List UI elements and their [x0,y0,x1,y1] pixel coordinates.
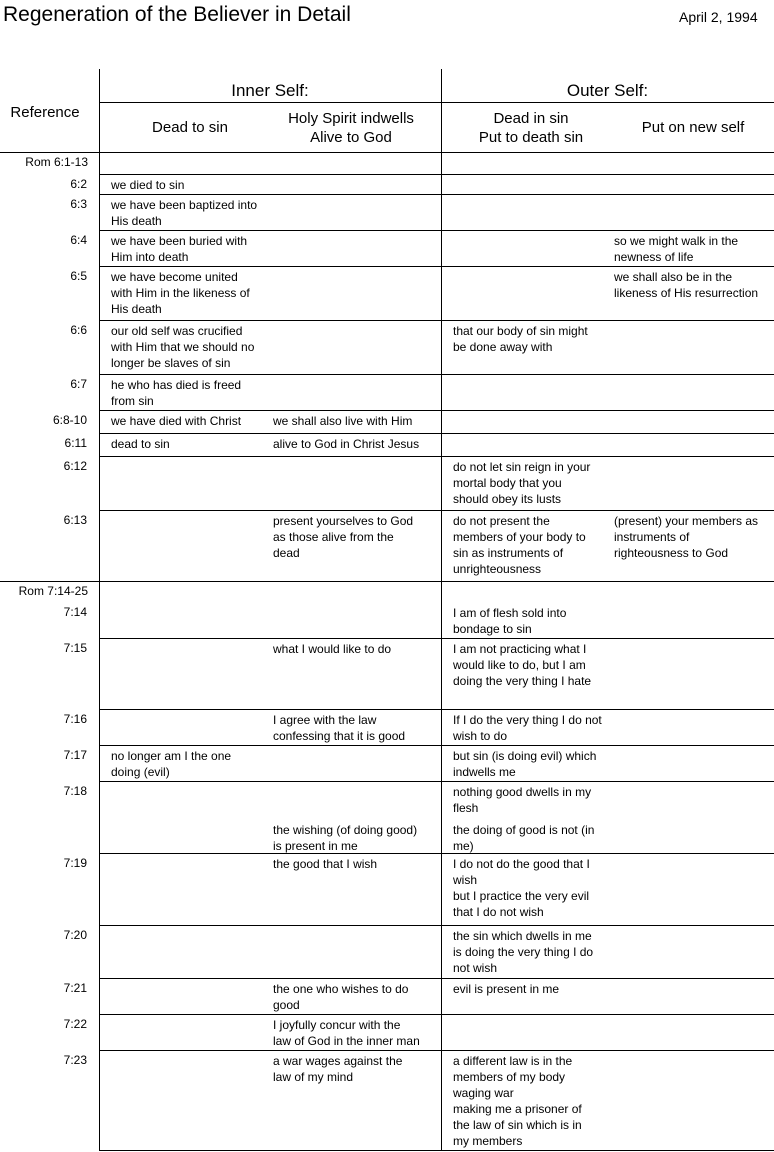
cell-death: the doing of good is not (in me) [453,823,595,853]
verse-reference: 6:2 [70,177,87,191]
put-on-new-self-header: Put on new self [641,119,745,136]
section-rule [0,581,774,582]
verse-reference: 6:13 [63,513,87,527]
reference-column-rule [99,69,100,1151]
cell-newself: (present) your members as instruments of righteousness to God [614,514,759,560]
cell-death: evil is present in me [453,982,560,996]
cell-death: do not let sin reign in your mortal body that you should obey its lusts [453,460,591,506]
cell-death: I am not practicing what I would like to do, but I am doing the very thing I hate [453,642,592,688]
cell-dead: we died to sin [111,178,185,192]
cell-dead: dead to sin [111,437,170,451]
cell-death: If I do the very thing I do not wish to do [453,713,602,743]
cell-alive: the wishing (of doing good) is present in me [273,823,418,853]
row-rule [99,638,774,639]
cell-alive: what I would like to do [273,642,392,656]
header-rule [99,102,774,103]
row-rule [99,320,774,321]
cell-death: I do not do the good that I wish but I practice the very evil that I do not wish [453,857,590,919]
cell-dead: we have become united with Him in the likeness of His death [111,270,250,316]
section-rule [0,152,774,153]
verse-reference: 6:11 [64,436,87,450]
cell-alive: a war wages against the law of my mind [273,1054,403,1084]
section-label: Rom 6:1-13 [25,155,88,169]
cell-dead: no longer am I the one doing (evil) [111,749,232,779]
dead-in-sin-header: Dead in sin Put to death sin [478,110,584,146]
verse-reference: 7:22 [63,1017,87,1031]
row-rule [99,174,774,175]
cell-alive: I joyfully concur with the law of God in the inner man [273,1018,420,1048]
cell-newself: so we might walk in the newness of life [614,234,739,264]
cell-alive: we shall also live with Him [273,414,413,428]
cell-alive: present yourselves to God as those alive from the dead [273,514,414,560]
cell-dead: we have been buried with Him into death [111,234,248,264]
verse-reference: 6:7 [70,377,87,391]
cell-alive: the good that I wish [273,857,378,871]
cell-alive: I agree with the law confessing that it is good [273,713,406,743]
page-title: Regeneration of the Believer in Detail [3,3,351,26]
verse-reference: 6:4 [70,233,87,247]
verse-reference: 6:5 [70,269,87,283]
row-rule [99,510,774,511]
dead-to-sin-header: Dead to sin [152,119,228,136]
cell-death: do not present the members of your body to sin as instruments of unrighteousness [453,514,586,576]
inner-outer-divider [441,69,442,1151]
row-rule [99,194,774,195]
row-rule [99,745,774,746]
cell-death: nothing good dwells in my flesh [453,785,592,815]
verse-reference: 6:12 [63,459,87,473]
row-rule [99,230,774,231]
row-rule [99,709,774,710]
cell-dead: we have died with Christ [111,414,242,428]
row-rule [99,781,774,782]
cell-dead: our old self was crucified with Him that we should no longer be slaves of sin [111,324,255,370]
verse-reference: 7:20 [63,928,87,942]
verse-reference: 7:15 [63,641,87,655]
row-rule [99,1014,774,1015]
cell-death: I am of flesh sold into bondage to sin [453,606,567,636]
row-rule [99,1050,774,1051]
section-label: Rom 7:14-25 [18,584,88,598]
verse-reference: 7:18 [63,784,87,798]
row-rule [99,456,774,457]
row-rule [99,266,774,267]
cell-dead: we have been baptized into His death [111,198,258,228]
verse-reference: 6:8-10 [52,413,87,427]
inner-self-header: Inner Self: [231,81,309,100]
table-bottom-rule [99,1150,774,1151]
holy-spirit-header: Holy Spirit indwells Alive to God [288,110,414,146]
row-rule [99,925,774,926]
cell-death: that our body of sin might be done away with [453,324,588,354]
row-rule [99,374,774,375]
row-rule [99,433,774,434]
cell-dead: he who has died is freed from sin [111,378,242,408]
document-date: April 2, 1994 [679,9,758,25]
cell-death: but sin (is doing evil) which indwells me [453,749,597,779]
verse-reference: 7:23 [63,1053,87,1067]
cell-death: a different law is in the members of my body waging war making me a prisoner of the law of sin which is in my members [453,1054,582,1148]
cell-alive: alive to God in Christ Jesus [273,437,420,451]
cell-alive: the one who wishes to do good [273,982,409,1012]
verse-reference: 7:19 [63,856,87,870]
row-rule [99,410,774,411]
reference-header: Reference [10,104,80,121]
cell-newself: we shall also be in the likeness of His resurrection [614,270,759,300]
verse-reference: 6:6 [70,323,87,337]
verse-reference: 7:16 [63,712,87,726]
outer-self-header: Outer Self: [566,81,649,100]
verse-reference: 7:17 [63,748,87,762]
verse-reference: 6:3 [70,197,87,211]
verse-reference: 7:14 [63,605,87,619]
row-rule [99,853,774,854]
verse-reference: 7:21 [63,981,87,995]
row-rule [99,978,774,979]
cell-death: the sin which dwells in me is doing the very thing I do not wish [453,929,594,975]
